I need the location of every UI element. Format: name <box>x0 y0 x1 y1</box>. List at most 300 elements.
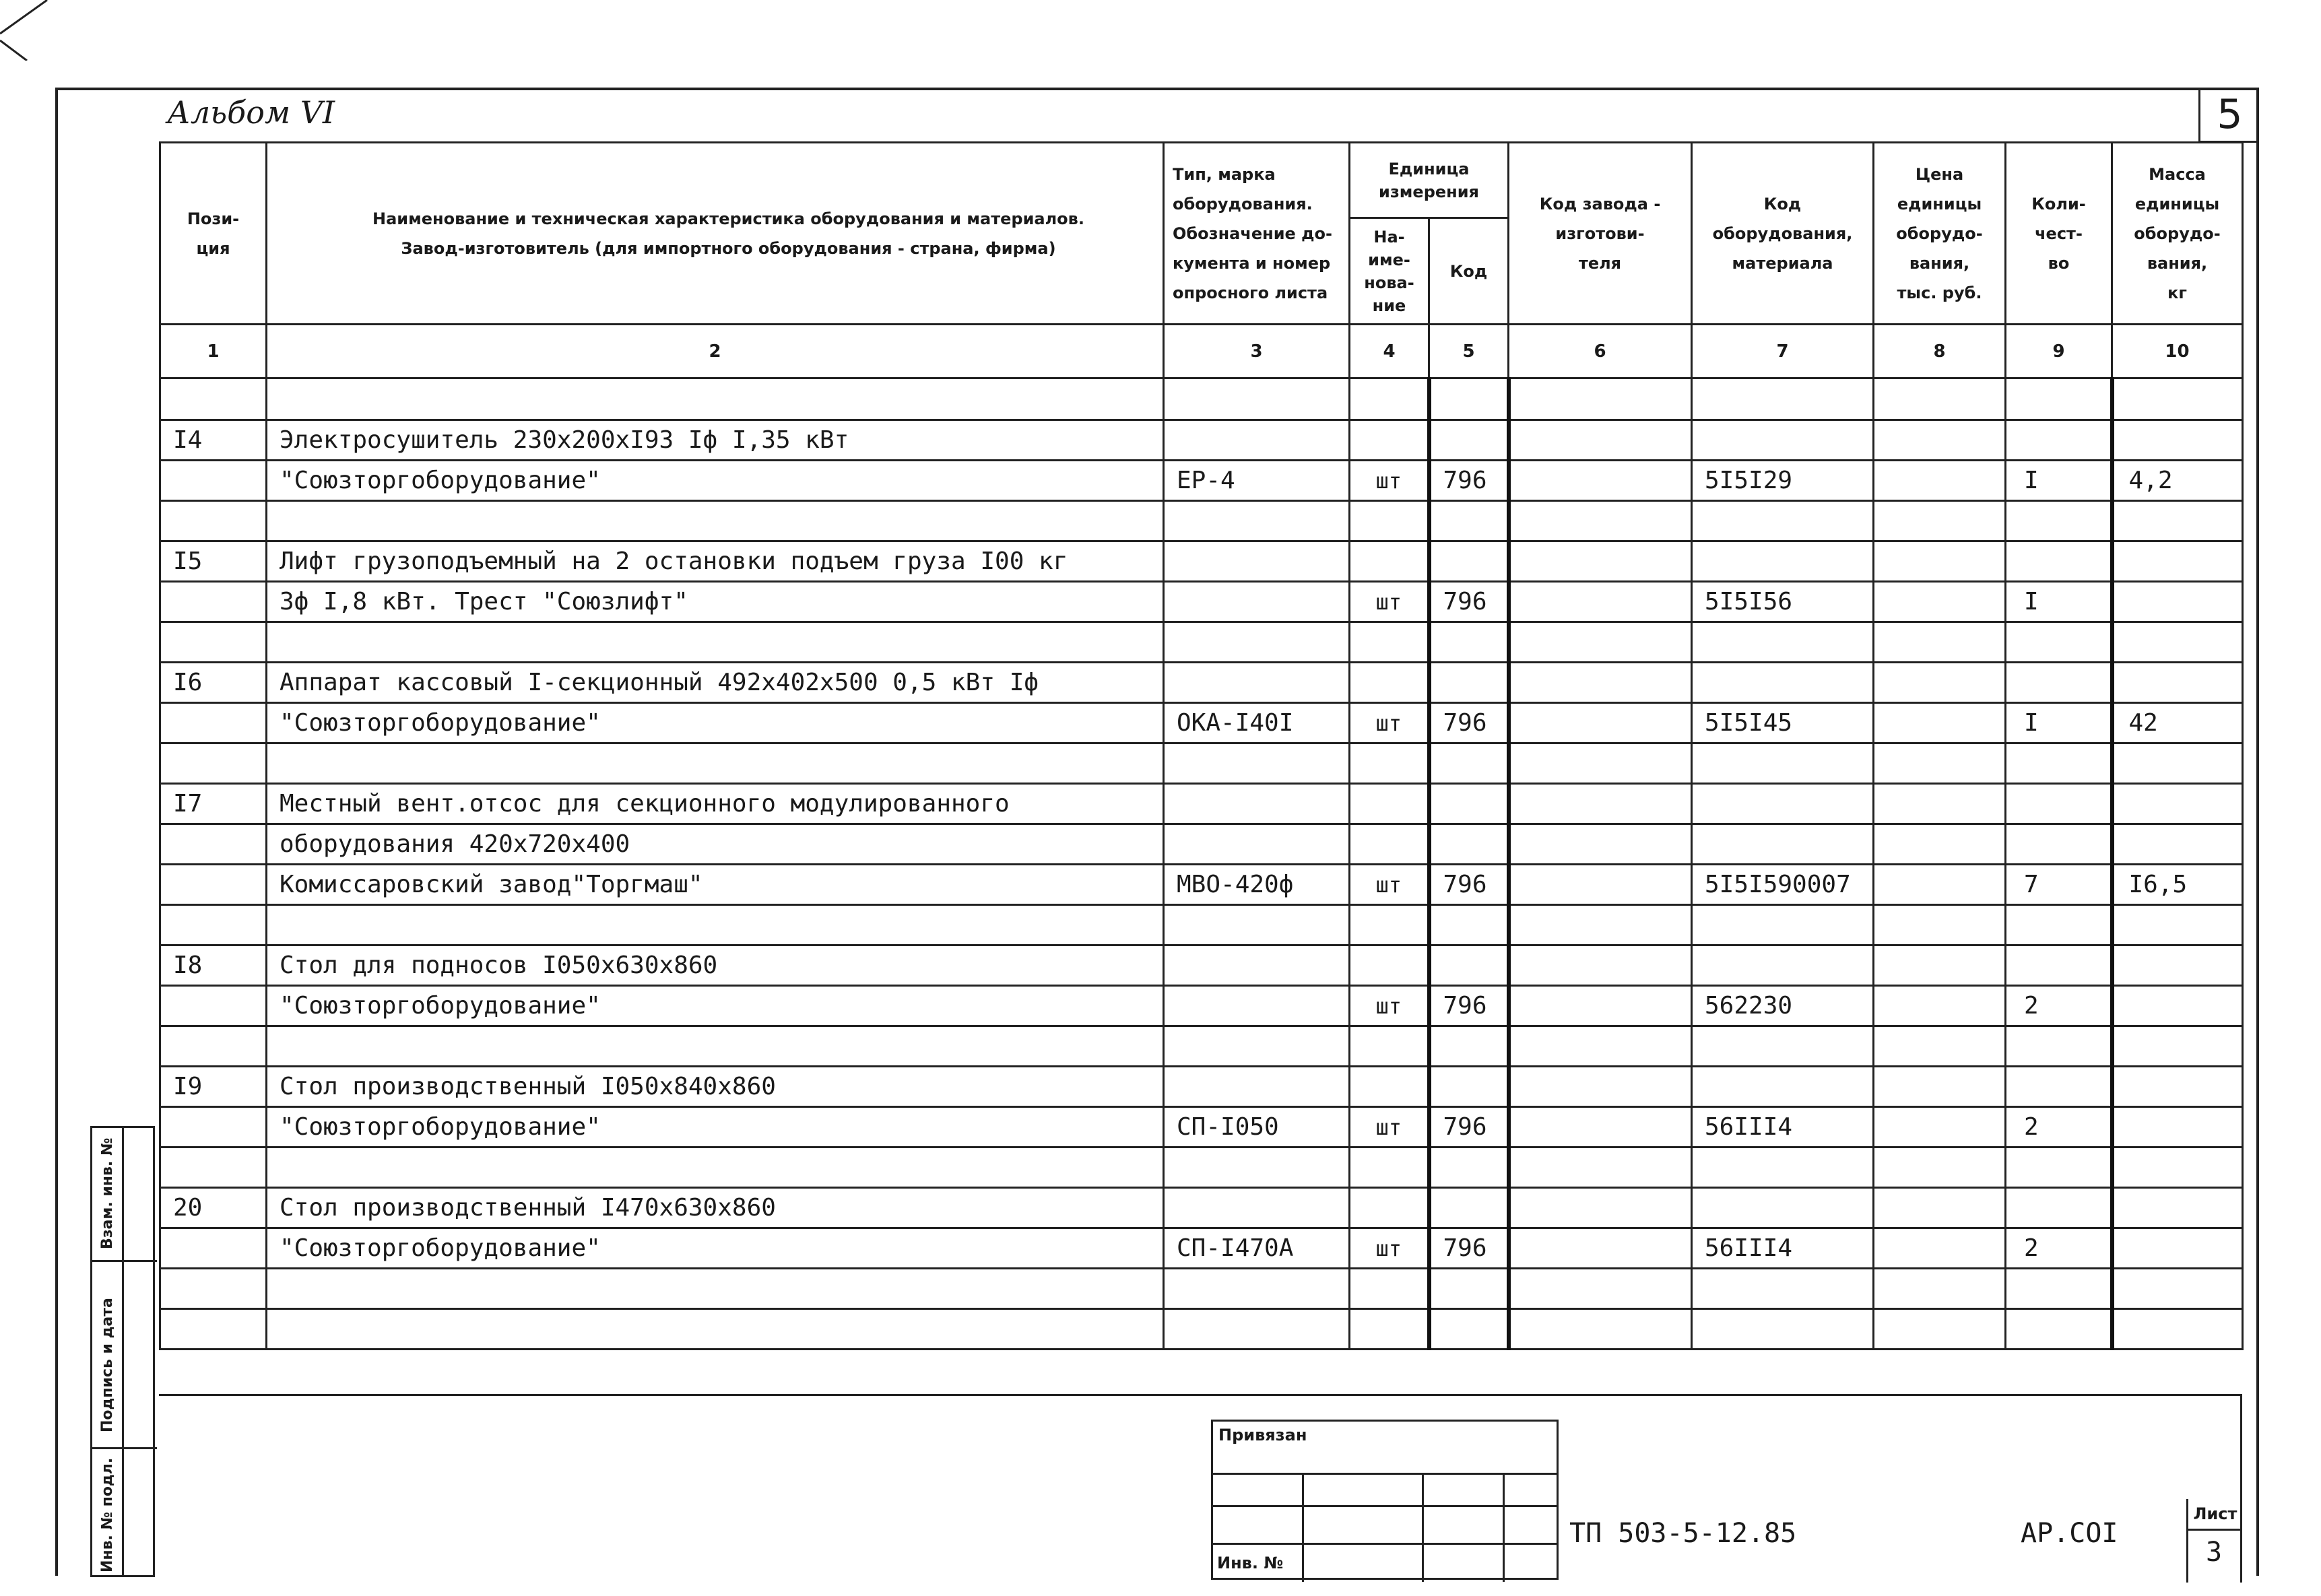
cell-position <box>160 461 267 501</box>
cell-unit-code: 796 <box>1429 461 1509 501</box>
table-row <box>160 1107 2243 1148</box>
cell-quantity: I <box>2006 461 2112 501</box>
cell-name: "Союзторгоборудование" <box>267 986 1164 1026</box>
cell-unit-name <box>1350 743 1429 784</box>
header-unit-name: На- име- нова- ние <box>1350 218 1429 325</box>
cell-mass <box>2112 1309 2243 1350</box>
column-number-row <box>160 325 2243 378</box>
cell-mass <box>2112 1026 2243 1067</box>
cell-quantity <box>2006 420 2112 461</box>
cell-price <box>1874 824 2006 865</box>
cell-mass <box>2112 582 2243 622</box>
cell-name: "Союзторгоборудование" <box>267 1228 1164 1269</box>
cell-type <box>1164 582 1350 622</box>
cell-name <box>267 1269 1164 1309</box>
cell-position <box>160 622 267 663</box>
cell-unit-code: 796 <box>1429 1107 1509 1148</box>
table-row <box>160 582 2243 622</box>
table-row <box>160 1228 2243 1269</box>
cell-position <box>160 905 267 945</box>
cell-name <box>267 622 1164 663</box>
page-number: 5 <box>2198 88 2259 143</box>
cell-mass: I6,5 <box>2112 865 2243 905</box>
cell-mass <box>2112 420 2243 461</box>
column-number: 7 <box>1692 325 1874 378</box>
cell-factory-code <box>1509 461 1692 501</box>
cell-position <box>160 703 267 743</box>
cell-type <box>1164 784 1350 824</box>
cell-unit-name <box>1350 541 1429 582</box>
cell-equipment-code <box>1692 1067 1874 1107</box>
cell-unit-name <box>1350 1309 1429 1350</box>
cell-price <box>1874 1188 2006 1228</box>
cell-position <box>160 1228 267 1269</box>
sheet-number: 3 <box>2206 1537 2223 1568</box>
cell-type <box>1164 1067 1350 1107</box>
cell-factory-code <box>1509 824 1692 865</box>
cell-type <box>1164 905 1350 945</box>
cell-type <box>1164 501 1350 541</box>
cell-type: ОКА-I40I <box>1164 703 1350 743</box>
table-row <box>160 1148 2243 1188</box>
sheet-box <box>2186 1499 2240 1583</box>
cell-position: I6 <box>160 663 267 703</box>
cell-equipment-code: 5I5I56 <box>1692 582 1874 622</box>
cell-equipment-code <box>1692 501 1874 541</box>
cell-type <box>1164 824 1350 865</box>
binding-stamp <box>1211 1420 1559 1580</box>
cell-mass <box>2112 1067 2243 1107</box>
cell-name: оборудования 420х720х400 <box>267 824 1164 865</box>
cell-price <box>1874 1026 2006 1067</box>
table-row <box>160 865 2243 905</box>
cell-type <box>1164 378 1350 420</box>
cell-unit-code: 796 <box>1429 1228 1509 1269</box>
cell-equipment-code <box>1692 784 1874 824</box>
cell-price <box>1874 945 2006 986</box>
cell-quantity: 7 <box>2006 865 2112 905</box>
cell-equipment-code: 56III4 <box>1692 1107 1874 1148</box>
cell-equipment-code <box>1692 541 1874 582</box>
cell-unit-name: шт <box>1350 461 1429 501</box>
cell-unit-name: шт <box>1350 1228 1429 1269</box>
cell-name: Стол производственный I470х630х860 <box>267 1188 1164 1228</box>
cell-unit-name: шт <box>1350 703 1429 743</box>
cell-unit-name: шт <box>1350 582 1429 622</box>
cell-position <box>160 1107 267 1148</box>
cell-type <box>1164 1026 1350 1067</box>
cell-unit-code <box>1429 945 1509 986</box>
cell-mass: 4,2 <box>2112 461 2243 501</box>
cell-name: "Союзторгоборудование" <box>267 461 1164 501</box>
cell-price <box>1874 541 2006 582</box>
cell-quantity <box>2006 945 2112 986</box>
cell-unit-name <box>1350 945 1429 986</box>
cell-position: 20 <box>160 1188 267 1228</box>
side-label-inventory: Инв. № подл. <box>99 1457 116 1572</box>
cell-name: Стол производственный I050х840х860 <box>267 1067 1164 1107</box>
cell-quantity <box>2006 541 2112 582</box>
header-unit: Единица измерения <box>1350 143 1509 218</box>
cell-mass <box>2112 1188 2243 1228</box>
cell-quantity <box>2006 1309 2112 1350</box>
cell-mass <box>2112 905 2243 945</box>
cell-equipment-code <box>1692 1269 1874 1309</box>
cell-name <box>267 501 1164 541</box>
cell-mass <box>2112 541 2243 582</box>
table-row <box>160 945 2243 986</box>
header-name: Наименование и техническая характеристика оборудования и материалов. Завод-изготовитель (для импортного оборудования - страна, фирма) <box>267 143 1164 325</box>
cell-price <box>1874 1067 2006 1107</box>
table-row <box>160 905 2243 945</box>
cell-unit-code <box>1429 743 1509 784</box>
cell-position <box>160 1026 267 1067</box>
cell-quantity <box>2006 1067 2112 1107</box>
column-number: 5 <box>1429 325 1509 378</box>
cell-equipment-code <box>1692 378 1874 420</box>
cell-unit-name <box>1350 420 1429 461</box>
cell-factory-code <box>1509 1269 1692 1309</box>
cell-position <box>160 824 267 865</box>
table-row <box>160 622 2243 663</box>
cell-price <box>1874 1228 2006 1269</box>
table-row <box>160 1309 2243 1350</box>
cell-type <box>1164 743 1350 784</box>
cell-type: СП-I050 <box>1164 1107 1350 1148</box>
cell-mass <box>2112 743 2243 784</box>
cell-unit-name: шт <box>1350 865 1429 905</box>
inventory-number-label: Инв. № <box>1217 1554 1284 1572</box>
cell-mass <box>2112 378 2243 420</box>
table-row <box>160 703 2243 743</box>
cell-price <box>1874 461 2006 501</box>
cell-price <box>1874 905 2006 945</box>
table-row <box>160 1188 2243 1228</box>
cell-type <box>1164 986 1350 1026</box>
cell-mass <box>2112 622 2243 663</box>
cell-price <box>1874 743 2006 784</box>
header-position: Пози- ция <box>160 143 267 325</box>
cell-price <box>1874 986 2006 1026</box>
cell-position: I7 <box>160 784 267 824</box>
cell-name <box>267 1026 1164 1067</box>
cell-type <box>1164 663 1350 703</box>
cell-price <box>1874 622 2006 663</box>
cell-name: Стол для подносов I050х630х860 <box>267 945 1164 986</box>
cell-unit-name <box>1350 824 1429 865</box>
cell-quantity <box>2006 501 2112 541</box>
title-block-line <box>159 1394 2240 1396</box>
cell-type: МВО-420ф <box>1164 865 1350 905</box>
cell-unit-code <box>1429 541 1509 582</box>
cell-position: I8 <box>160 945 267 986</box>
cell-equipment-code <box>1692 420 1874 461</box>
header-mass: Масса единицы оборудо- вания, кг <box>2112 143 2243 325</box>
corner-fold-mark <box>0 0 81 61</box>
cell-name: Электросушитель 230х200хI93 Iф I,35 кВт <box>267 420 1164 461</box>
table-row <box>160 501 2243 541</box>
cell-equipment-code <box>1692 824 1874 865</box>
sheet-label: Лист <box>2188 1499 2242 1531</box>
cell-unit-name <box>1350 378 1429 420</box>
column-number: 6 <box>1509 325 1692 378</box>
cell-position <box>160 1269 267 1309</box>
cell-mass <box>2112 1228 2243 1269</box>
cell-factory-code <box>1509 743 1692 784</box>
document-code: ТП 503-5-12.85 <box>1569 1518 1797 1549</box>
cell-factory-code <box>1509 541 1692 582</box>
cell-position <box>160 743 267 784</box>
cell-unit-code <box>1429 663 1509 703</box>
cell-type <box>1164 1269 1350 1309</box>
cell-name: Местный вент.отсос для секционного модулированного <box>267 784 1164 824</box>
header-unit-code: Код <box>1429 218 1509 325</box>
cell-type <box>1164 541 1350 582</box>
cell-price <box>1874 378 2006 420</box>
cell-unit-code <box>1429 824 1509 865</box>
cell-equipment-code <box>1692 945 1874 986</box>
cell-factory-code <box>1509 501 1692 541</box>
cell-unit-name <box>1350 905 1429 945</box>
cell-price <box>1874 663 2006 703</box>
cell-factory-code <box>1509 986 1692 1026</box>
cell-quantity <box>2006 1269 2112 1309</box>
cell-type <box>1164 622 1350 663</box>
table-row <box>160 378 2243 420</box>
cell-name <box>267 1148 1164 1188</box>
title-block-right-line <box>2240 1394 2242 1583</box>
cell-unit-code <box>1429 622 1509 663</box>
column-number: 3 <box>1164 325 1350 378</box>
column-number: 9 <box>2006 325 2112 378</box>
table-row <box>160 986 2243 1026</box>
side-signature-strip <box>90 1126 155 1577</box>
cell-type <box>1164 420 1350 461</box>
cell-quantity: 2 <box>2006 986 2112 1026</box>
cell-quantity <box>2006 1188 2112 1228</box>
cell-equipment-code <box>1692 905 1874 945</box>
cell-name: "Союзторгоборудование" <box>267 1107 1164 1148</box>
cell-mass <box>2112 663 2243 703</box>
cell-mass <box>2112 1148 2243 1188</box>
cell-equipment-code <box>1692 1309 1874 1350</box>
table-row <box>160 663 2243 703</box>
cell-factory-code <box>1509 1228 1692 1269</box>
cell-name <box>267 378 1164 420</box>
cell-name: "Союзторгоборудование" <box>267 703 1164 743</box>
cell-factory-code <box>1509 1107 1692 1148</box>
cell-type <box>1164 945 1350 986</box>
cell-factory-code <box>1509 865 1692 905</box>
cell-price <box>1874 1107 2006 1148</box>
cell-position <box>160 865 267 905</box>
cell-unit-code: 796 <box>1429 703 1509 743</box>
cell-price <box>1874 582 2006 622</box>
column-number: 1 <box>160 325 267 378</box>
cell-unit-code <box>1429 1269 1509 1309</box>
cell-factory-code <box>1509 622 1692 663</box>
title-block <box>159 1394 2240 1583</box>
cell-position <box>160 501 267 541</box>
cell-mass: 42 <box>2112 703 2243 743</box>
cell-factory-code <box>1509 1026 1692 1067</box>
cell-unit-name <box>1350 784 1429 824</box>
cell-unit-code: 796 <box>1429 986 1509 1026</box>
cell-factory-code <box>1509 378 1692 420</box>
side-label-replacement: Взам. инв. № <box>99 1137 116 1249</box>
cell-factory-code <box>1509 420 1692 461</box>
cell-quantity: 2 <box>2006 1228 2112 1269</box>
cell-price <box>1874 865 2006 905</box>
cell-quantity <box>2006 1026 2112 1067</box>
cell-equipment-code <box>1692 743 1874 784</box>
table-row <box>160 743 2243 784</box>
cell-unit-name <box>1350 501 1429 541</box>
cell-quantity: I <box>2006 582 2112 622</box>
cell-unit-name <box>1350 1269 1429 1309</box>
cell-position: I4 <box>160 420 267 461</box>
table-row <box>160 824 2243 865</box>
cell-equipment-code: 562230 <box>1692 986 1874 1026</box>
cell-quantity <box>2006 622 2112 663</box>
cell-factory-code <box>1509 945 1692 986</box>
cell-unit-code <box>1429 501 1509 541</box>
cell-mass <box>2112 945 2243 986</box>
cell-name <box>267 1309 1164 1350</box>
cell-unit-name <box>1350 663 1429 703</box>
cell-name: Комиссаровский завод"Торгмаш" <box>267 865 1164 905</box>
cell-name: Аппарат кассовый I-секционный 492х402х500 0,5 кВт Iф <box>267 663 1164 703</box>
cell-mass <box>2112 986 2243 1026</box>
cell-name <box>267 905 1164 945</box>
cell-unit-code: 796 <box>1429 865 1509 905</box>
column-number: 10 <box>2112 325 2243 378</box>
cell-price <box>1874 501 2006 541</box>
column-number: 4 <box>1350 325 1429 378</box>
cell-unit-code <box>1429 1026 1509 1067</box>
cell-unit-code <box>1429 1067 1509 1107</box>
sheet-code: АР.СОI <box>2021 1518 2118 1549</box>
cell-position <box>160 378 267 420</box>
table-row <box>160 461 2243 501</box>
cell-price <box>1874 784 2006 824</box>
cell-unit-name <box>1350 622 1429 663</box>
cell-position <box>160 1148 267 1188</box>
cell-factory-code <box>1509 1067 1692 1107</box>
cell-position <box>160 1309 267 1350</box>
cell-name <box>267 743 1164 784</box>
cell-equipment-code: 5I5I590007 <box>1692 865 1874 905</box>
cell-position <box>160 582 267 622</box>
cell-unit-name <box>1350 1148 1429 1188</box>
cell-quantity <box>2006 824 2112 865</box>
header-price: Цена единицы оборудо- вания, тыс. руб. <box>1874 143 2006 325</box>
cell-mass <box>2112 501 2243 541</box>
cell-price <box>1874 703 2006 743</box>
cell-equipment-code: 56III4 <box>1692 1228 1874 1269</box>
cell-price <box>1874 420 2006 461</box>
cell-unit-code <box>1429 1148 1509 1188</box>
cell-mass <box>2112 824 2243 865</box>
cell-name: Лифт грузоподъемный на 2 остановки подъем груза I00 кг <box>267 541 1164 582</box>
cell-unit-code: 796 <box>1429 582 1509 622</box>
cell-equipment-code: 5I5I45 <box>1692 703 1874 743</box>
table-row <box>160 1067 2243 1107</box>
equipment-spec-table <box>159 141 2244 1350</box>
cell-unit-code <box>1429 1188 1509 1228</box>
cell-factory-code <box>1509 1148 1692 1188</box>
cell-type: СП-I470А <box>1164 1228 1350 1269</box>
cell-price <box>1874 1309 2006 1350</box>
cell-type <box>1164 1188 1350 1228</box>
cell-mass <box>2112 784 2243 824</box>
column-number: 2 <box>267 325 1164 378</box>
cell-quantity <box>2006 743 2112 784</box>
cell-type <box>1164 1148 1350 1188</box>
cell-equipment-code: 5I5I29 <box>1692 461 1874 501</box>
header-equipment-code: Код оборудования, материала <box>1692 143 1874 325</box>
cell-factory-code <box>1509 784 1692 824</box>
cell-equipment-code <box>1692 622 1874 663</box>
cell-unit-code <box>1429 420 1509 461</box>
cell-equipment-code <box>1692 663 1874 703</box>
cell-unit-code <box>1429 784 1509 824</box>
cell-mass <box>2112 1269 2243 1309</box>
cell-factory-code <box>1509 582 1692 622</box>
table-row <box>160 1026 2243 1067</box>
cell-position: I9 <box>160 1067 267 1107</box>
table-row <box>160 1269 2243 1309</box>
cell-position <box>160 986 267 1026</box>
cell-factory-code <box>1509 703 1692 743</box>
cell-factory-code <box>1509 1188 1692 1228</box>
cell-quantity: 2 <box>2006 1107 2112 1148</box>
cell-quantity <box>2006 663 2112 703</box>
cell-factory-code <box>1509 1309 1692 1350</box>
header-quantity: Коли- чест- во <box>2006 143 2112 325</box>
cell-quantity <box>2006 784 2112 824</box>
cell-type: ЕР-4 <box>1164 461 1350 501</box>
cell-quantity <box>2006 1148 2112 1188</box>
header-factory-code: Код завода - изготови- теля <box>1509 143 1692 325</box>
column-number: 8 <box>1874 325 2006 378</box>
cell-price <box>1874 1148 2006 1188</box>
cell-unit-name <box>1350 1067 1429 1107</box>
cell-factory-code <box>1509 905 1692 945</box>
cell-unit-name <box>1350 1188 1429 1228</box>
cell-equipment-code <box>1692 1148 1874 1188</box>
table-row <box>160 784 2243 824</box>
table-row <box>160 420 2243 461</box>
cell-mass <box>2112 1107 2243 1148</box>
cell-equipment-code <box>1692 1026 1874 1067</box>
cell-equipment-code <box>1692 1188 1874 1228</box>
side-label-signature-date: Подпись и дата <box>99 1298 116 1432</box>
cell-unit-name: шт <box>1350 986 1429 1026</box>
cell-price <box>1874 1269 2006 1309</box>
binding-label: Привязан <box>1218 1426 1307 1444</box>
header-type: Тип, марка оборудования. Обозначение до- кумента и номер опросного листа <box>1164 143 1350 325</box>
cell-quantity <box>2006 378 2112 420</box>
cell-type <box>1164 1309 1350 1350</box>
cell-unit-name: шт <box>1350 1107 1429 1148</box>
cell-unit-code <box>1429 905 1509 945</box>
cell-unit-code <box>1429 1309 1509 1350</box>
cell-factory-code <box>1509 663 1692 703</box>
cell-name: 3ф I,8 кВт. Трест "Союзлифт" <box>267 582 1164 622</box>
cell-quantity: I <box>2006 703 2112 743</box>
cell-unit-code <box>1429 378 1509 420</box>
